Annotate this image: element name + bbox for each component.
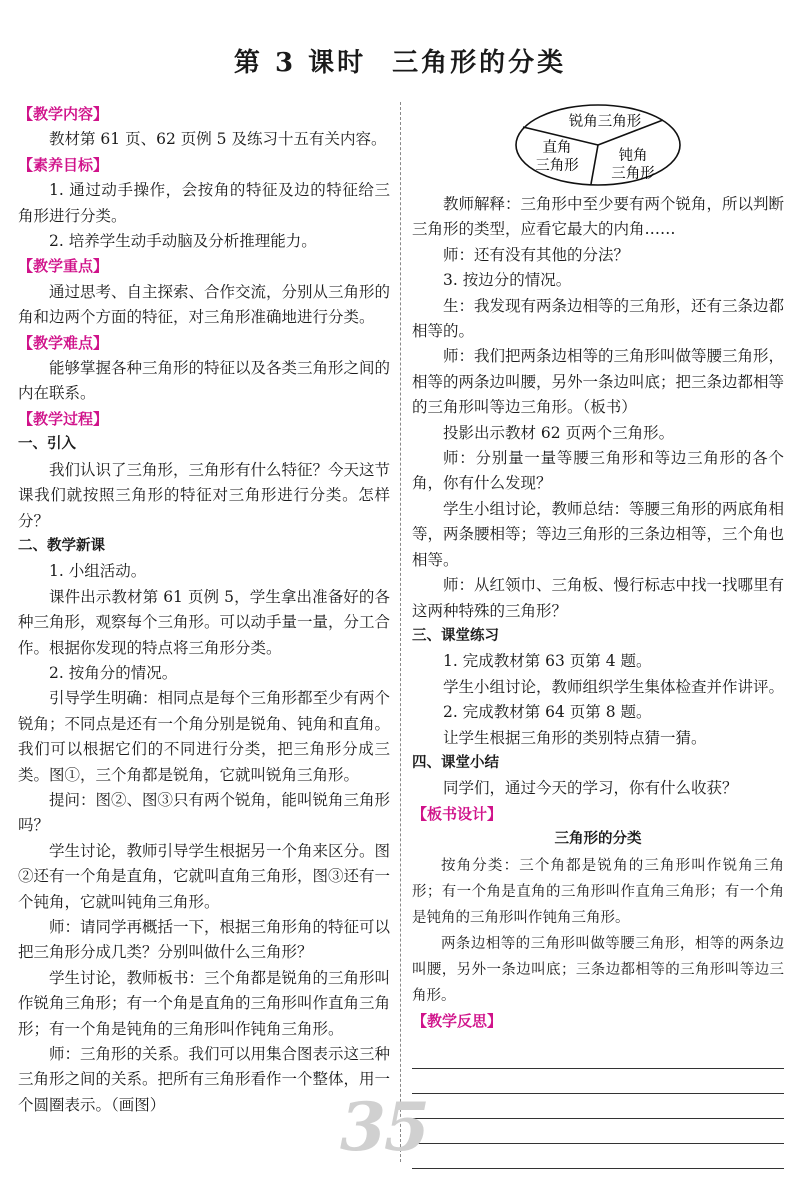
explain-text: 教师解释：三角形中至少要有两个锐角，所以判断三角形的类型，应看它最大的内角…… bbox=[412, 195, 785, 239]
board-title: 三角形的分类 bbox=[554, 831, 642, 848]
venn-obtuse-1: 钝角 bbox=[618, 148, 648, 164]
step-3: 3. 按边分的情况。 bbox=[443, 271, 572, 290]
section-new-lesson: 二、教学新课 bbox=[18, 537, 105, 554]
board-writing-text: 学生讨论，教师板书：三个角都是锐角的三角形叫作锐角三角形；有一个角是直角的三角形叫作直角三角形；有一个角是钝角的三角形叫作钝角三角形。 bbox=[18, 968, 391, 1038]
relation-text: 师：三角形的关系。我们可以用集合图表示这三种三角形之间的关系。把所有三角形看作一个整体，用一个圆圈表示。（画图） bbox=[18, 1045, 391, 1114]
process-tag: 【教学过程】 bbox=[18, 409, 109, 428]
reflection-line bbox=[412, 1119, 784, 1144]
goal-tag: 【素养目标】 bbox=[18, 155, 109, 174]
venn-acute: 锐角三角形 bbox=[568, 114, 642, 130]
teacher-find: 师：从红领巾、三角板、慢行标志中找一找哪里有这两种特殊的三角形？ bbox=[412, 576, 785, 620]
lesson-topic: 三角形的分类 bbox=[392, 48, 567, 78]
page-number: 35 bbox=[340, 1088, 428, 1166]
goal-2: 2. 培养学生动手动脑及分析推理能力。 bbox=[49, 232, 317, 251]
teacher-measure: 师：分别量一量等腰三角形和等边三角形的各个角，你有什么发现？ bbox=[412, 449, 784, 493]
teacher-definition: 师：我们把两条边相等的三角形叫做等腰三角形，相等的两条边叫腰，另外一条边叫底；把三条边都相等的三角形叫等边三角形。（板书） bbox=[412, 347, 785, 417]
difficulty-tag: 【教学难点】 bbox=[18, 333, 109, 352]
venn-diagram bbox=[513, 102, 683, 188]
reflection-line bbox=[412, 1044, 784, 1069]
section-summary: 四、课堂小结 bbox=[412, 754, 499, 771]
reflection-line bbox=[412, 1094, 784, 1119]
venn-right-2: 三角形 bbox=[535, 158, 579, 174]
teacher-question: 师：请同学再概括一下，根据三角形角的特征可以把三角形分成几类？分别叫做什么三角形？ bbox=[18, 918, 391, 962]
step-2: 2. 按角分的情况。 bbox=[49, 663, 178, 682]
summary-question: 同学们，通过今天的学习，你有什么收获？ bbox=[443, 779, 738, 798]
reflection-lines bbox=[412, 1044, 784, 1169]
step-1-text: 课件出示教材第 61 页例 5，学生拿出准备好的各种三角形，观察每个三角形。可以动手量一量，分工合作。根据你发现的特点将三角形分类。 bbox=[18, 587, 391, 657]
content-text: 教材第 61 页、62 页例 5 及练习十五有关内容。 bbox=[49, 130, 387, 149]
board-side-class: 两条边相等的三角形叫做等腰三角形，相等的两条边叫腰，另外一条边叫底；三条边都相等的三角形叫等边三角形。 bbox=[412, 935, 784, 1004]
step-2-text: 引导学生明确：相同点是每个三角形都至少有两个锐角；不同点是还有一个角分别是锐角、钝角和直角。我们可以根据它们的不同进行分类，把三角形分成三类。图①，三个角都是锐角，它就叫锐角三角形。 bbox=[18, 689, 391, 784]
content-tag: 【教学内容】 bbox=[18, 105, 109, 123]
practice-1: 1. 完成教材第 63 页第 4 题。 bbox=[443, 652, 652, 671]
right-column bbox=[412, 102, 784, 1169]
summary-text: 学生小组讨论，教师总结：等腰三角形的两底角相等，两条腰相等；等边三角形的三条边相等，三个角也相等。 bbox=[412, 499, 785, 569]
goal-1: 1. 通过动手操作，会按角的特征及边的特征给三角形进行分类。 bbox=[18, 181, 390, 225]
venn-obtuse-2: 三角形 bbox=[611, 166, 655, 182]
reflection-line bbox=[412, 1069, 784, 1094]
question-text: 提问：图②、图③只有两个锐角，能叫锐角三角形吗？ bbox=[18, 790, 391, 835]
key-text: 通过思考、自主探索、合作交流，分别从三角形的角和边两个方面的特征，对三角形准确地进行分类。 bbox=[18, 282, 391, 327]
teacher-other-method: 师：还有没有其他的分法？ bbox=[443, 245, 630, 264]
section-practice: 三、课堂练习 bbox=[412, 627, 499, 644]
intro-text: 我们认识了三角形，三角形有什么特征？今天这节课我们就按照三角形的特征对三角形进行分类。怎样分？ bbox=[18, 460, 391, 530]
section-intro: 一、引入 bbox=[18, 436, 76, 453]
discussion-text: 学生讨论，教师引导学生根据另一个角来区分。图②还有一个角是直角，它就叫直角三角形，图③还有一个钝角，它就叫钝角三角形。 bbox=[18, 841, 391, 911]
lesson-number: 第 3 课时 bbox=[233, 48, 367, 78]
difficulty-text: 能够掌握各种三角形的特征以及各类三角形之间的内在联系。 bbox=[18, 359, 391, 403]
column-divider bbox=[400, 102, 401, 1162]
projection-text: 投影出示教材 62 页两个三角形。 bbox=[443, 423, 675, 442]
practice-2: 2. 完成教材第 64 页第 8 题。 bbox=[443, 703, 652, 722]
practice-1-text: 学生小组讨论，教师组织学生集体检查并作讲评。 bbox=[443, 677, 785, 696]
page-title bbox=[0, 42, 800, 79]
step-1: 1. 小组活动。 bbox=[49, 562, 147, 581]
practice-2-text: 让学生根据三角形的类别特点猜一猜。 bbox=[443, 728, 707, 747]
key-tag: 【教学重点】 bbox=[18, 257, 109, 276]
venn-right-1: 直角 bbox=[542, 140, 572, 156]
student-finding: 生：我发现有两条边相等的三角形，还有三条边都相等的。 bbox=[412, 296, 785, 341]
reflection-line bbox=[412, 1144, 784, 1169]
board-angle-class: 按角分类：三个角都是锐角的三角形叫作锐角三角形；有一个角是直角的三角形叫作直角三角形；有一个角是钝角的三角形叫作钝角三角形。 bbox=[412, 857, 784, 926]
board-design-tag: 【板书设计】 bbox=[412, 804, 503, 823]
left-column bbox=[18, 102, 390, 1118]
reflection-tag: 【教学反思】 bbox=[412, 1011, 503, 1030]
